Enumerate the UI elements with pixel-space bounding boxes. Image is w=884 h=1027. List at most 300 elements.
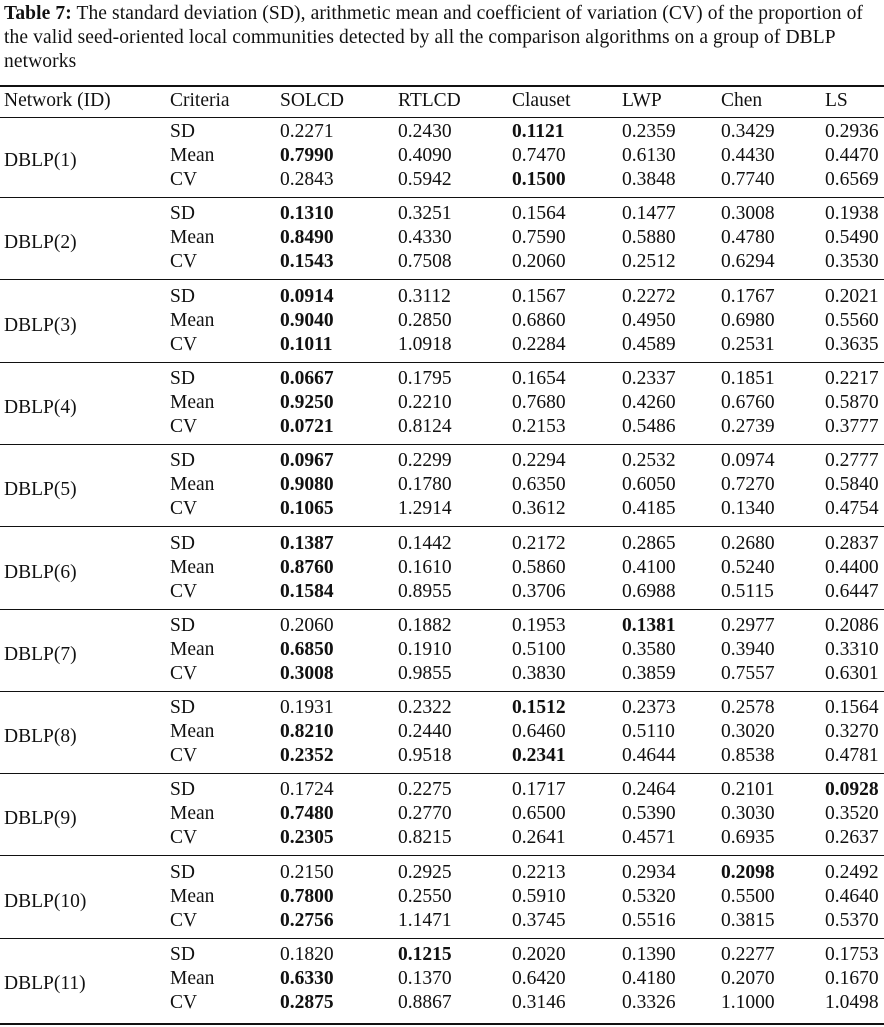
cell-chen: 0.0974 [721, 450, 775, 472]
cell-clauset: 0.6460 [512, 721, 566, 743]
cell-lwp: 0.2865 [622, 532, 676, 554]
criteria-label: SD [170, 532, 195, 554]
cell-ls: 0.5370 [825, 909, 879, 931]
cell-ls: 0.6447 [825, 580, 879, 602]
cell-solcd: 0.7800 [280, 885, 334, 907]
cell-lwp: 0.2359 [622, 121, 676, 142]
header-rtlcd: RTLCD [398, 90, 461, 111]
cell-chen: 0.3429 [721, 121, 775, 142]
group-rule [0, 444, 884, 445]
cell-rtlcd: 0.9518 [398, 745, 452, 767]
cell-lwp: 0.2934 [622, 861, 676, 883]
table-row [0, 473, 884, 497]
cell-ls: 0.1938 [825, 203, 879, 225]
cell-ls: 0.3635 [825, 333, 879, 355]
cell-chen: 0.8538 [721, 745, 775, 767]
cell-rtlcd: 0.1215 [398, 944, 452, 965]
cell-clauset: 0.5100 [512, 638, 566, 660]
criteria-label: Mean [170, 721, 215, 743]
network-id: DBLP(3) [4, 314, 77, 336]
cell-solcd: 0.0667 [280, 367, 334, 389]
cell-chen: 0.6980 [721, 309, 775, 331]
cell-ls: 0.5490 [825, 227, 879, 249]
cell-lwp: 0.3326 [622, 992, 676, 1013]
header-network-id: Network (ID) [4, 90, 111, 111]
cell-lwp: 0.1477 [622, 203, 676, 225]
cell-chen: 0.1851 [721, 367, 775, 389]
cell-solcd: 0.1310 [280, 203, 334, 225]
table-row [0, 885, 884, 909]
table-row [0, 226, 884, 250]
cell-ls: 0.4781 [825, 745, 879, 767]
cell-lwp: 0.4180 [622, 968, 676, 989]
header-clauset: Clauset [512, 90, 571, 111]
header-chen: Chen [721, 90, 763, 111]
cell-lwp: 0.2373 [622, 697, 676, 719]
table-row [0, 391, 884, 415]
cell-clauset: 0.6500 [512, 803, 566, 825]
table-group [0, 285, 884, 367]
cell-rtlcd: 0.2322 [398, 697, 452, 719]
table-row [0, 367, 884, 391]
criteria-label: Mean [170, 556, 215, 578]
cell-lwp: 0.2337 [622, 367, 676, 389]
cell-ls: 0.1670 [825, 968, 879, 989]
cell-rtlcd: 0.7508 [398, 251, 452, 273]
cell-chen: 0.3008 [721, 203, 775, 225]
table-group [0, 696, 884, 778]
cell-solcd: 0.7990 [280, 145, 334, 166]
cell-chen: 0.4780 [721, 227, 775, 249]
group-rule [0, 855, 884, 856]
cell-clauset: 0.3830 [512, 662, 566, 684]
cell-ls: 0.2637 [825, 827, 879, 849]
cell-chen: 0.4430 [721, 145, 775, 166]
cell-clauset: 0.1121 [512, 121, 565, 142]
cell-ls: 0.4400 [825, 556, 879, 578]
cell-chen: 0.5115 [721, 580, 774, 602]
cell-lwp: 0.3580 [622, 638, 676, 660]
table-group [0, 532, 884, 614]
table-row [0, 144, 884, 168]
cell-lwp: 0.3848 [622, 169, 676, 190]
table-row [0, 909, 884, 933]
table-row [0, 120, 884, 144]
cell-clauset: 0.2341 [512, 745, 566, 767]
cell-solcd: 0.9080 [280, 474, 334, 496]
cell-lwp: 0.4950 [622, 309, 676, 331]
cell-chen: 0.2070 [721, 968, 775, 989]
group-rule [0, 197, 884, 198]
cell-solcd: 0.3008 [280, 662, 334, 684]
cell-rtlcd: 1.2914 [398, 498, 452, 520]
cell-solcd: 0.8490 [280, 227, 334, 249]
cell-rtlcd: 0.4330 [398, 227, 452, 249]
cell-ls: 0.2936 [825, 121, 879, 142]
caption-label: Table 7: [4, 3, 72, 24]
cell-ls: 0.5870 [825, 391, 879, 413]
network-id: DBLP(7) [4, 643, 77, 665]
cell-clauset: 0.5910 [512, 885, 566, 907]
cell-clauset: 0.6350 [512, 474, 566, 496]
cell-solcd: 0.0914 [280, 285, 334, 307]
cell-lwp: 0.1381 [622, 614, 676, 636]
cell-ls: 0.4640 [825, 885, 879, 907]
cell-chen: 0.2977 [721, 614, 775, 636]
cell-chen: 0.5240 [721, 556, 775, 578]
cell-rtlcd: 0.2299 [398, 450, 452, 472]
cell-clauset: 0.2060 [512, 251, 566, 273]
cell-lwp: 0.5880 [622, 227, 676, 249]
cell-solcd: 0.2756 [280, 909, 334, 931]
cell-clauset: 0.3706 [512, 580, 566, 602]
network-id: DBLP(2) [4, 232, 77, 254]
cell-rtlcd: 0.2430 [398, 121, 452, 142]
cell-chen: 0.3030 [721, 803, 775, 825]
table-group [0, 202, 884, 284]
cell-solcd: 0.9040 [280, 309, 334, 331]
cell-clauset: 0.3146 [512, 992, 566, 1013]
cell-chen: 0.1340 [721, 498, 775, 520]
cell-chen: 0.7270 [721, 474, 775, 496]
cell-rtlcd: 0.3112 [398, 285, 451, 307]
network-id: DBLP(11) [4, 973, 86, 994]
cell-lwp: 0.4260 [622, 391, 676, 413]
cell-rtlcd: 0.1442 [398, 532, 452, 554]
table-row [0, 967, 884, 991]
criteria-label: SD [170, 779, 195, 801]
cell-chen: 0.3020 [721, 721, 775, 743]
group-rule [0, 609, 884, 610]
table-row [0, 333, 884, 357]
header-criteria: Criteria [170, 90, 230, 111]
cell-rtlcd: 0.2850 [398, 309, 452, 331]
cell-ls: 0.2837 [825, 532, 879, 554]
criteria-label: Mean [170, 227, 215, 249]
table-row [0, 415, 884, 439]
cell-clauset: 0.2020 [512, 944, 566, 965]
criteria-label: CV [170, 827, 198, 849]
cell-lwp: 0.4185 [622, 498, 676, 520]
cell-clauset: 0.7680 [512, 391, 566, 413]
cell-ls: 0.4754 [825, 498, 879, 520]
criteria-label: CV [170, 909, 198, 931]
cell-rtlcd: 0.8124 [398, 415, 452, 437]
cell-lwp: 0.2512 [622, 251, 676, 273]
table-row [0, 168, 884, 192]
top-rule [0, 85, 884, 87]
cell-clauset: 0.3745 [512, 909, 566, 931]
criteria-label: CV [170, 498, 198, 520]
cell-clauset: 0.2284 [512, 333, 566, 355]
criteria-label: Mean [170, 803, 215, 825]
criteria-label: SD [170, 697, 195, 719]
cell-clauset: 0.2172 [512, 532, 566, 554]
cell-rtlcd: 0.2440 [398, 721, 452, 743]
cell-rtlcd: 0.8215 [398, 827, 452, 849]
cell-ls: 0.2492 [825, 861, 879, 883]
group-rule [0, 691, 884, 692]
cell-ls: 0.3530 [825, 251, 879, 273]
cell-rtlcd: 0.2770 [398, 803, 452, 825]
cell-rtlcd: 0.2550 [398, 885, 452, 907]
cell-clauset: 0.1654 [512, 367, 566, 389]
table-group [0, 120, 884, 202]
cell-lwp: 0.4571 [622, 827, 676, 849]
bottom-rule [0, 1023, 884, 1025]
cell-solcd: 0.1387 [280, 532, 334, 554]
cell-ls: 0.3777 [825, 415, 879, 437]
cell-ls: 0.0928 [825, 779, 879, 801]
cell-ls: 0.2777 [825, 450, 879, 472]
cell-solcd: 0.0967 [280, 450, 334, 472]
criteria-label: Mean [170, 391, 215, 413]
cell-clauset: 0.1717 [512, 779, 566, 801]
cell-solcd: 0.9250 [280, 391, 334, 413]
table-row [0, 532, 884, 556]
cell-chen: 0.2098 [721, 861, 775, 883]
cell-ls: 0.5840 [825, 474, 879, 496]
cell-clauset: 0.7470 [512, 145, 566, 166]
caption-text: The standard deviation (SD), arithmetic mean and coefficient of variation (CV) of the proportion of the valid seed-oriented local communities detected by all the comparison algorithms on a group of DBLP networks [4, 3, 864, 72]
group-rule [0, 362, 884, 363]
header-rule [0, 117, 884, 118]
cell-clauset: 0.1953 [512, 614, 566, 636]
cell-rtlcd: 0.5942 [398, 169, 452, 190]
cell-lwp: 0.5486 [622, 415, 676, 437]
cell-chen: 0.5500 [721, 885, 775, 907]
cell-rtlcd: 0.2275 [398, 779, 452, 801]
criteria-label: Mean [170, 145, 215, 166]
table-row [0, 744, 884, 768]
cell-solcd: 0.6850 [280, 638, 334, 660]
table-row [0, 802, 884, 826]
cell-clauset: 0.2641 [512, 827, 566, 849]
cell-rtlcd: 0.2925 [398, 861, 452, 883]
table-row [0, 580, 884, 604]
criteria-label: CV [170, 415, 198, 437]
criteria-label: SD [170, 944, 195, 965]
cell-solcd: 0.1065 [280, 498, 334, 520]
cell-chen: 0.2531 [721, 333, 775, 355]
cell-lwp: 0.4100 [622, 556, 676, 578]
cell-clauset: 0.1500 [512, 169, 566, 190]
table-group [0, 449, 884, 531]
cell-rtlcd: 0.2210 [398, 391, 452, 413]
cell-rtlcd: 0.8955 [398, 580, 452, 602]
cell-clauset: 0.3612 [512, 498, 566, 520]
table-caption [4, 2, 880, 74]
table-row [0, 497, 884, 521]
cell-lwp: 0.2532 [622, 450, 676, 472]
cell-solcd: 0.8210 [280, 721, 334, 743]
cell-lwp: 0.2272 [622, 285, 676, 307]
cell-lwp: 0.6988 [622, 580, 676, 602]
criteria-label: CV [170, 169, 198, 190]
criteria-label: CV [170, 662, 198, 684]
criteria-label: SD [170, 450, 195, 472]
criteria-label: Mean [170, 638, 215, 660]
cell-solcd: 0.1820 [280, 944, 334, 965]
cell-lwp: 0.5516 [622, 909, 676, 931]
cell-rtlcd: 0.1610 [398, 556, 452, 578]
table-row [0, 943, 884, 967]
cell-ls: 0.2217 [825, 367, 879, 389]
cell-chen: 0.6760 [721, 391, 775, 413]
cell-lwp: 0.2464 [622, 779, 676, 801]
table-group [0, 943, 884, 1025]
network-id: DBLP(4) [4, 396, 77, 418]
cell-clauset: 0.1512 [512, 697, 566, 719]
table-row [0, 778, 884, 802]
criteria-label: SD [170, 203, 195, 225]
header-ls: LS [825, 90, 848, 111]
header-lwp: LWP [622, 90, 662, 111]
cell-ls: 0.4470 [825, 145, 879, 166]
cell-chen: 0.2739 [721, 415, 775, 437]
cell-chen: 1.1000 [721, 992, 775, 1013]
cell-rtlcd: 0.1910 [398, 638, 452, 660]
cell-rtlcd: 0.9855 [398, 662, 452, 684]
group-rule [0, 938, 884, 939]
cell-chen: 0.3815 [721, 909, 775, 931]
cell-lwp: 0.4589 [622, 333, 676, 355]
network-id: DBLP(9) [4, 808, 77, 830]
cell-chen: 0.2101 [721, 779, 775, 801]
cell-solcd: 0.2271 [280, 121, 334, 142]
criteria-label: CV [170, 580, 198, 602]
cell-chen: 0.2277 [721, 944, 775, 965]
cell-solcd: 0.2060 [280, 614, 334, 636]
cell-chen: 0.6294 [721, 251, 775, 273]
cell-ls: 0.6301 [825, 662, 879, 684]
cell-lwp: 0.1390 [622, 944, 676, 965]
cell-solcd: 0.2150 [280, 861, 334, 883]
cell-lwp: 0.4644 [622, 745, 676, 767]
cell-ls: 0.1564 [825, 697, 879, 719]
cell-ls: 0.3270 [825, 721, 879, 743]
criteria-label: Mean [170, 309, 215, 331]
table-row [0, 720, 884, 744]
table-group [0, 614, 884, 696]
cell-solcd: 0.2875 [280, 992, 334, 1013]
header-solcd: SOLCD [280, 90, 344, 111]
criteria-label: CV [170, 992, 198, 1013]
cell-solcd: 0.6330 [280, 968, 334, 989]
table-row [0, 826, 884, 850]
cell-rtlcd: 0.1780 [398, 474, 452, 496]
table-row [0, 449, 884, 473]
cell-clauset: 0.2213 [512, 861, 566, 883]
table-row [0, 991, 884, 1015]
cell-clauset: 0.5860 [512, 556, 566, 578]
cell-rtlcd: 0.4090 [398, 145, 452, 166]
table-row [0, 250, 884, 274]
cell-solcd: 0.8760 [280, 556, 334, 578]
group-rule [0, 279, 884, 280]
cell-ls: 0.2021 [825, 285, 879, 307]
table-row [0, 285, 884, 309]
table-row [0, 696, 884, 720]
cell-clauset: 0.1567 [512, 285, 566, 307]
cell-chen: 0.1767 [721, 285, 775, 307]
cell-ls: 0.5560 [825, 309, 879, 331]
cell-ls: 0.6569 [825, 169, 879, 190]
cell-rtlcd: 0.1370 [398, 968, 452, 989]
criteria-label: CV [170, 333, 198, 355]
table-group [0, 861, 884, 943]
network-id: DBLP(6) [4, 561, 77, 583]
cell-solcd: 0.2305 [280, 827, 334, 849]
cell-ls: 0.3520 [825, 803, 879, 825]
cell-solcd: 0.7480 [280, 803, 334, 825]
cell-ls: 0.1753 [825, 944, 879, 965]
criteria-label: SD [170, 285, 195, 307]
network-id: DBLP(10) [4, 890, 87, 912]
table-row [0, 638, 884, 662]
cell-solcd: 0.1543 [280, 251, 334, 273]
cell-clauset: 0.7590 [512, 227, 566, 249]
criteria-label: CV [170, 251, 198, 273]
cell-rtlcd: 0.8867 [398, 992, 452, 1013]
cell-rtlcd: 0.3251 [398, 203, 452, 225]
cell-solcd: 0.2352 [280, 745, 334, 767]
cell-solcd: 0.1931 [280, 697, 334, 719]
network-id: DBLP(1) [4, 150, 77, 171]
cell-clauset: 0.1564 [512, 203, 566, 225]
cell-clauset: 0.2153 [512, 415, 566, 437]
table-row [0, 309, 884, 333]
cell-chen: 0.6935 [721, 827, 775, 849]
cell-chen: 0.3940 [721, 638, 775, 660]
cell-chen: 0.7740 [721, 169, 775, 190]
criteria-label: Mean [170, 474, 215, 496]
cell-solcd: 0.1584 [280, 580, 334, 602]
table-group [0, 367, 884, 449]
cell-solcd: 0.0721 [280, 415, 334, 437]
cell-lwp: 0.6050 [622, 474, 676, 496]
cell-lwp: 0.5320 [622, 885, 676, 907]
cell-ls: 0.2086 [825, 614, 879, 636]
network-id: DBLP(8) [4, 726, 77, 748]
cell-rtlcd: 0.1882 [398, 614, 452, 636]
group-rule [0, 526, 884, 527]
cell-solcd: 0.1011 [280, 333, 333, 355]
cell-ls: 1.0498 [825, 992, 879, 1013]
criteria-label: SD [170, 121, 195, 142]
table-row [0, 861, 884, 885]
cell-lwp: 0.5110 [622, 721, 675, 743]
cell-lwp: 0.3859 [622, 662, 676, 684]
group-rule [0, 773, 884, 774]
cell-rtlcd: 1.1471 [398, 909, 452, 931]
cell-rtlcd: 1.0918 [398, 333, 452, 355]
table-group [0, 778, 884, 860]
cell-lwp: 0.6130 [622, 145, 676, 166]
network-id: DBLP(5) [4, 479, 77, 501]
cell-clauset: 0.6420 [512, 968, 566, 989]
criteria-label: SD [170, 861, 195, 883]
cell-ls: 0.3310 [825, 638, 879, 660]
cell-solcd: 0.1724 [280, 779, 334, 801]
cell-lwp: 0.5390 [622, 803, 676, 825]
table-row [0, 556, 884, 580]
criteria-label: SD [170, 367, 195, 389]
criteria-label: Mean [170, 968, 215, 989]
cell-clauset: 0.2294 [512, 450, 566, 472]
cell-chen: 0.7557 [721, 662, 775, 684]
cell-solcd: 0.2843 [280, 169, 334, 190]
